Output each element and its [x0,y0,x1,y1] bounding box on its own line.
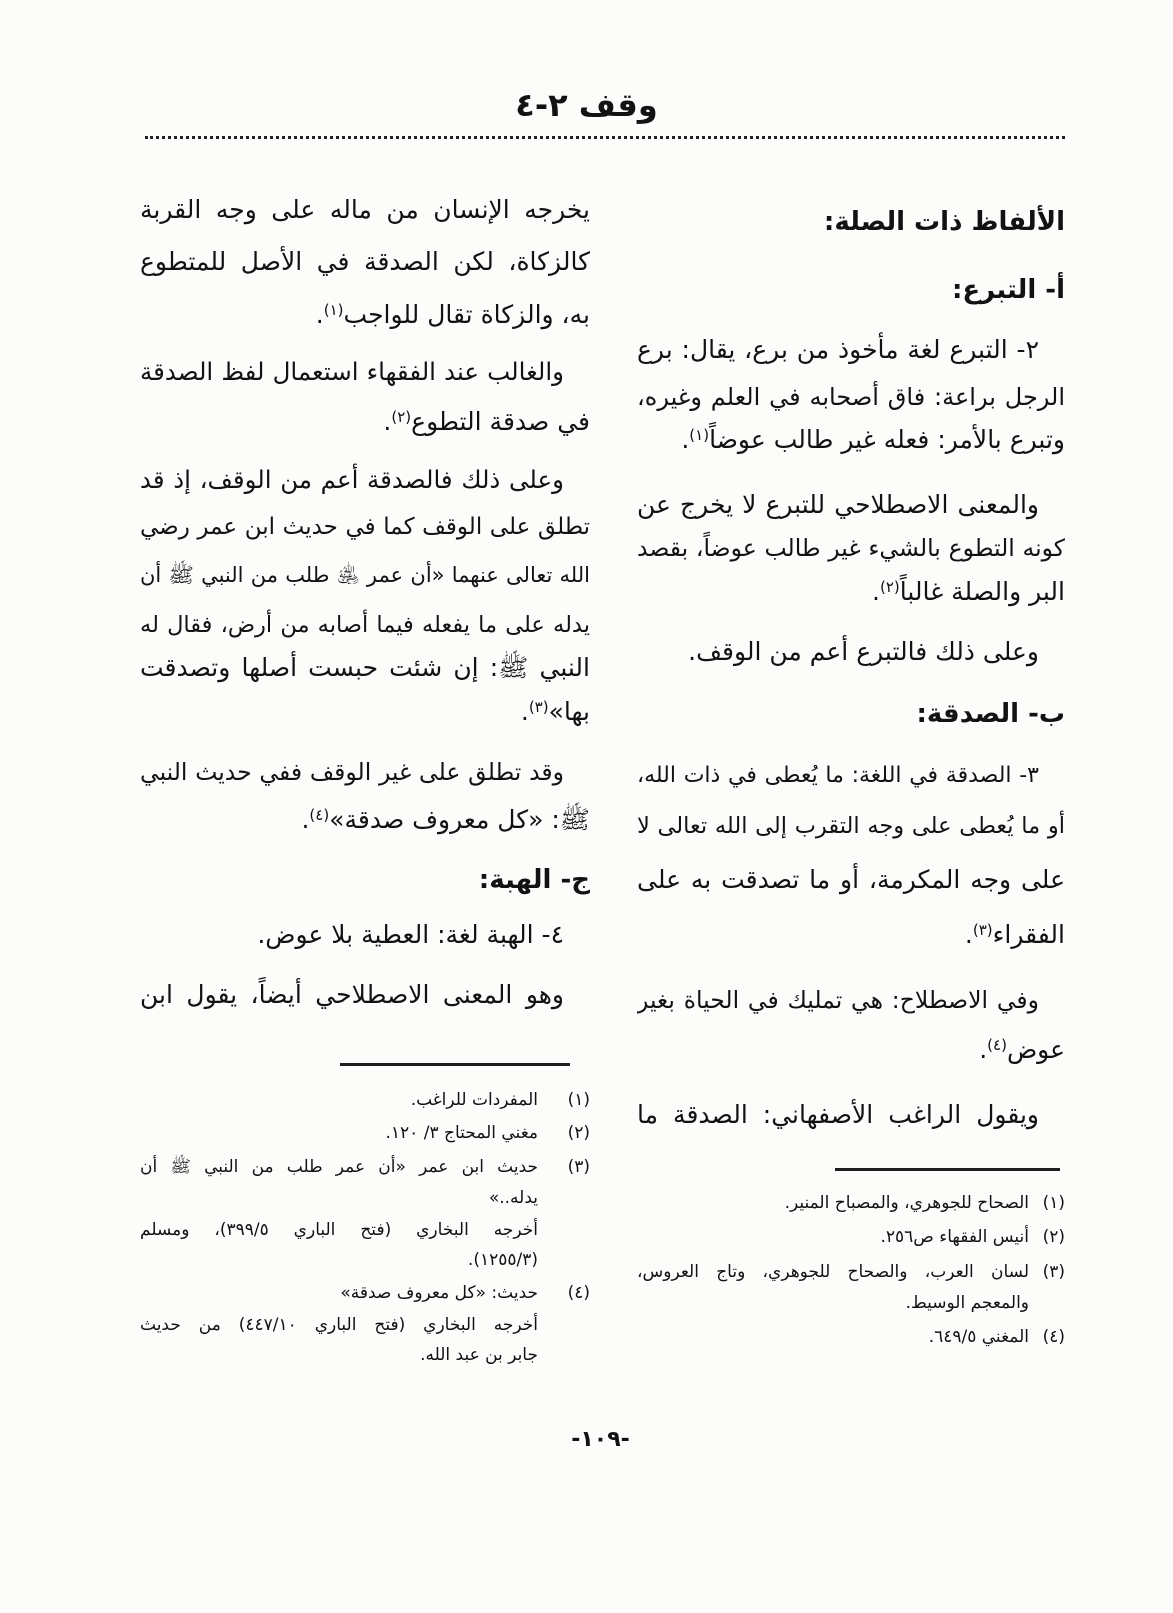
header-dotted-rule [145,136,1065,139]
footnote-number: (٢) [567,1123,590,1143]
footnote-rule [340,1063,570,1066]
footnote [140,1277,590,1309]
line-text: وقد تطلق على غير الوقف ففي حديث النبي [140,758,564,786]
footnote-text: حديث: «كل معروف صدقة» [340,1283,538,1303]
line-text: وهو المعنى الاصطلاحي أيضاً، يقول ابن [140,980,564,1009]
subsection-heading [637,692,1065,736]
footnote-number: (٣) [1042,1262,1065,1282]
text-line [140,750,590,794]
footnote-ref: (٤) [309,805,330,824]
line-text: ٤- الهبة لغة: العطية بلا عوض. [257,920,564,949]
line-text: تطلق على الوقف كما في حديث ابن عمر رضي [140,514,590,540]
text-line [140,350,590,394]
text-line [140,690,590,734]
text-line [637,858,1065,902]
text-line [140,458,590,502]
footnote [140,1117,590,1149]
subsection-heading [637,268,1065,312]
line-text: بها» [548,697,590,726]
text-line [140,646,590,690]
text-line [140,973,590,1017]
footnote-number: (٣) [567,1157,590,1177]
text-line [637,754,1065,798]
footnote [140,1151,590,1183]
footnote-number: (١) [1042,1193,1065,1213]
text-line [637,483,1065,527]
line-end: . [383,407,392,436]
footnote-ref: (٣) [972,920,993,939]
line-text: يدله على ما يفعله فيما أصابه من أرض، فقال له [140,612,590,638]
footnote [637,1256,1065,1288]
footnote-text: أنيس الفقهاء ص٢٥٦. [880,1227,1029,1247]
footnote-rule [835,1168,1060,1171]
text-line [140,240,590,284]
text-line [637,804,1065,848]
text-line [140,913,590,957]
footnote-continuation [140,1244,590,1276]
footnote-text: حديث ابن عمر «أن عمر طلب من النبي ﷺ أن [140,1157,538,1177]
line-text: وعلى ذلك فالتبرع أعم من الوقف. [688,637,1039,666]
footnote-ref: (١) [689,425,710,444]
line-text: كونه التطوع بالشيء غير طالب عوضاً، بقصد [637,534,1065,562]
line-text: ب- الصدقة: [916,699,1065,729]
footnote-text: لسان العرب، والصحاح للجوهري، وتاج العروس، [637,1262,1029,1282]
line-text: ﷺ: «كل معروف صدقة» [329,805,590,834]
footnote-continuation [140,1309,590,1341]
line-end: . [520,697,529,726]
footnote-ref: (٢) [879,577,900,596]
text-line [637,570,1065,614]
line-text: عوض [1006,1035,1065,1064]
line-text: الله تعالى عنهما «أن عمر ﵁ طلب من النبي ﷺ أن [140,563,590,587]
footnote [637,1321,1065,1353]
line-text: في صدقة التطوع [411,407,590,436]
footnote-text: الصحاح للجوهري، والمصباح المنير. [784,1193,1029,1213]
line-text: على وجه المكرمة، أو ما تصدقت به على [637,865,1065,894]
line-text: أو ما يُعطى على وجه التقرب إلى الله تعالى لا [637,813,1065,839]
line-text: ج- الهبة: [478,865,590,895]
footnote-number: (٢) [1042,1227,1065,1247]
line-text: النبي ﷺ: إن شئت حبست أصلها وتصدقت [140,653,590,682]
footnote-continuation [140,1182,590,1214]
text-line [140,603,590,647]
text-line [637,1028,1065,1072]
line-end: . [872,577,880,606]
line-text: وعلى ذلك فالصدقة أعم من الوقف، إذ قد [140,465,564,494]
page-header-title: وقف ٢-٤ [515,86,658,124]
footnote-ref: (٢) [391,407,412,426]
footnote [637,1221,1065,1253]
line-end: . [301,805,310,834]
line-text: الفقراء [992,920,1065,949]
section-heading [637,200,1065,244]
line-text: وتبرع بالأمر: فعله غير طالب عوضاً [709,425,1065,454]
footnote-text: أخرجه البخاري (فتح الباري ٤٤٧/١٠) من حديث [140,1315,538,1335]
line-text: البر والصلة غالباً [899,577,1065,606]
line-text: ٢- التبرع لغة مأخوذ من برع، يقال: برع [637,335,1039,364]
text-line [637,1093,1065,1137]
text-line [637,328,1065,372]
footnote-continuation [140,1214,590,1246]
line-end: . [315,300,324,329]
line-end: . [964,920,973,949]
line-text: والمعنى الاصطلاحي للتبرع لا يخرج عن [637,490,1039,519]
line-end: . [979,1035,988,1064]
line-text: والغالب عند الفقهاء استعمال لفظ الصدقة [140,357,564,386]
text-line [140,293,590,337]
text-line [637,526,1065,570]
subsection-heading [140,858,590,902]
line-end: . [681,425,690,454]
line-text: به، والزكاة تقال للواجب [343,300,590,329]
footnote-text: جابر بن عبد الله. [420,1345,538,1365]
footnote-text: مغني المحتاج ٣/ ١٢٠. [385,1123,538,1143]
footnote-ref: (٤) [987,1035,1007,1054]
footnote [637,1187,1065,1219]
line-text: يخرجه الإنسان من ماله على وجه القربة [140,195,590,224]
page-number: -١٠٩- [571,1427,630,1452]
text-line [140,400,590,444]
footnote-number: (١) [567,1090,590,1110]
line-text: ٣- الصدقة في اللغة: ما يُعطى في ذات الله، [637,763,1039,788]
text-line [140,553,590,597]
text-line [637,418,1065,462]
line-text: ويقول الراغب الأصفهاني: الصدقة ما [637,1100,1039,1129]
footnote-text: أخرجه البخاري (فتح الباري ٣٩٩/٥)، ومسلم [140,1220,538,1240]
footnote [140,1084,590,1116]
footnote-text: (١٢٥٥/٣). [467,1250,538,1270]
text-line [140,188,590,232]
text-line [140,505,590,549]
footnote-ref: (٣) [528,697,549,716]
footnote-continuation [140,1339,590,1371]
footnote-number: (٤) [567,1283,590,1303]
footnote-number: (٤) [1042,1327,1065,1347]
line-text: وفي الاصطلاح: هي تمليك في الحياة بغير [637,986,1039,1014]
text-line [637,978,1065,1022]
footnote-text: المفردات للراغب. [410,1090,538,1110]
text-line [637,913,1065,957]
footnote-continuation [637,1287,1065,1319]
text-line [637,630,1065,674]
line-text: أ- التبرع: [952,275,1065,305]
text-line [637,375,1065,419]
footnote-ref: (١) [323,300,344,319]
footnote-text: والمعجم الوسيط. [905,1293,1029,1313]
line-text: الألفاظ ذات الصلة: [823,207,1065,237]
footnote-text: المغني ٦٤٩/٥. [928,1327,1029,1347]
text-line [140,798,590,842]
footnote-text: يدله..» [488,1188,538,1208]
line-text: الرجل براعة: فاق أصحابه في العلم وغيره، [637,383,1065,411]
line-text: كالزكاة، لكن الصدقة في الأصل للمتطوع [140,247,590,276]
